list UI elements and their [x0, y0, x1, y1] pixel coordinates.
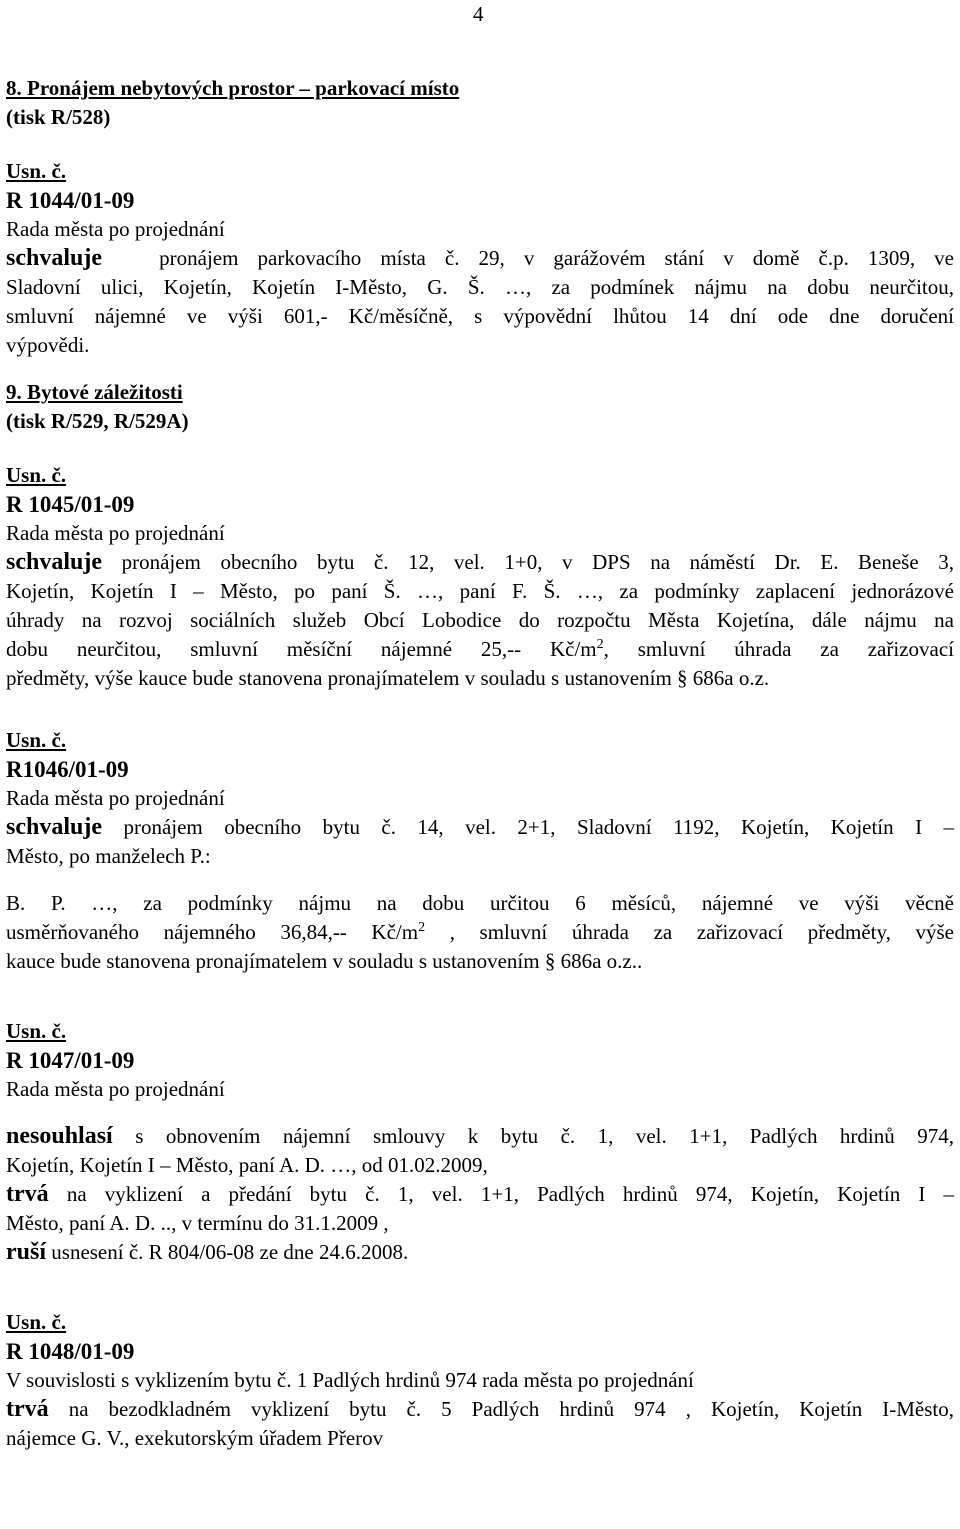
r1045-text-4b: , smluvní úhrada za zařizovací	[603, 637, 955, 661]
r1045-line-4	[6, 635, 954, 664]
r1045-number: R 1045/01-09	[6, 492, 135, 517]
r1046-rada: Rada města po projednání	[6, 786, 225, 810]
r1047-line-1	[6, 1122, 954, 1151]
section-9-heading: 9. Bytové záležitosti	[6, 380, 183, 404]
r1048-verb: trvá	[6, 1396, 49, 1422]
r1048-line-2	[6, 1395, 954, 1424]
r1047-text-5: usnesení č. R 804/06-08 ze dne 24.6.2008.	[51, 1240, 409, 1264]
r1047-number: R 1047/01-09	[6, 1048, 135, 1073]
r1044-rada: Rada města po projednání	[6, 217, 225, 241]
r1045-text-4a: dobu neurčitou, smluvní měsíční nájemné 25,-- Kč/m	[6, 637, 597, 661]
r1044-line-4: výpovědi.	[6, 333, 90, 357]
r1044-text-1: pronájem parkovacího místa č. 29, v garážovém stání v domě č.p. 1309, ve	[159, 246, 954, 270]
r1047-verb-2: trvá	[6, 1181, 49, 1207]
r1046-text-4a: usměrňovaného nájemného 36,84,-- Kč/m	[6, 920, 419, 944]
r1048-text-2: na bezodkladném vyklizení bytu č. 5 Padlých hrdinů 974 , Kojetín, Kojetín I-Město,	[68, 1397, 954, 1421]
r1044-usn-label: Usn. č.	[6, 159, 67, 183]
r1047-verb-3: ruší	[6, 1239, 47, 1265]
r1046-line-1	[6, 813, 954, 842]
section-8-tisk: (tisk R/528)	[6, 105, 111, 129]
r1045-line-5: předměty, výše kauce bude stanovena pronajímatelem v souladu s ustanovením § 686a o.z.	[6, 666, 770, 690]
r1047-rada: Rada města po projednání	[6, 1077, 225, 1101]
r1048-usn-label: Usn. č.	[6, 1310, 67, 1334]
r1048-line-1: V souvislosti s vyklizením bytu č. 1 Padlých hrdinů 974 rada města po projednání	[6, 1368, 694, 1392]
r1046-text-4b: , smluvní úhrada za zařizovací předměty, výše	[425, 920, 954, 944]
r1045-line-3: úhrady na rozvoj sociálních služeb Obcí Lobodice do rozpočtu Města Kojetína, dále nájmu na	[6, 608, 954, 632]
r1045-line-1	[6, 548, 954, 577]
r1046-usn-label: Usn. č.	[6, 728, 67, 752]
r1047-line-5	[6, 1238, 954, 1267]
r1044-number: R 1044/01-09	[6, 188, 135, 213]
r1047-line-2: Kojetín, Kojetín I – Město, paní A. D. …, od 01.02.2009,	[6, 1153, 488, 1177]
r1044-verb: schvaluje	[6, 245, 102, 271]
r1046-line-4	[6, 918, 954, 947]
r1045-text-1: pronájem obecního bytu č. 12, vel. 1+0, v DPS na náměstí Dr. E. Beneše 3,	[121, 550, 954, 574]
r1046-line-2: Město, po manželech P.:	[6, 844, 211, 868]
r1047-text-3: na vyklizení a předání bytu č. 1, vel. 1+1, Padlých hrdinů 974, Kojetín, Kojetín I –	[66, 1182, 954, 1206]
r1044-line-3: smluvní nájemné ve výši 601,- Kč/měsíčně, s výpovědní lhůtou 14 dní ode dne doručení	[6, 304, 954, 328]
r1045-rada: Rada města po projednání	[6, 521, 225, 545]
document-body	[6, 74, 954, 1453]
r1047-verb-1: nesouhlasí	[6, 1123, 113, 1149]
r1045-line-2: Kojetín, Kojetín I – Město, po paní Š. …, paní F. Š. …, za podmínky zaplacení jednorázové	[6, 579, 954, 603]
r1046-text-1: pronájem obecního bytu č. 14, vel. 2+1, Sladovní 1192, Kojetín, Kojetín I –	[123, 815, 955, 839]
r1047-line-4: Město, paní A. D. .., v termínu do 31.1.2009 ,	[6, 1211, 389, 1235]
page-number: 4	[473, 2, 484, 26]
r1047-text-1: s obnovením nájemní smlouvy k bytu č. 1, vel. 1+1, Padlých hrdinů 974,	[135, 1124, 954, 1148]
section-9-tisk: (tisk R/529, R/529A)	[6, 409, 189, 433]
section-8-heading: 8. Pronájem nebytových prostor – parkovací místo	[6, 76, 460, 100]
r1045-verb: schvaluje	[6, 549, 102, 575]
r1044-line-1	[6, 244, 954, 273]
r1047-usn-label: Usn. č.	[6, 1019, 67, 1043]
r1046-number: R1046/01-09	[6, 757, 129, 782]
r1045-sup: 2	[596, 637, 604, 652]
r1048-line-3: nájemce G. V., exekutorským úřadem Přerov	[6, 1426, 384, 1450]
r1046-sup: 2	[418, 920, 426, 935]
r1045-usn-label: Usn. č.	[6, 463, 67, 487]
r1046-line-5: kauce bude stanovena pronajímatelem v souladu s ustanovením § 686a o.z..	[6, 949, 643, 973]
r1048-number: R 1048/01-09	[6, 1339, 135, 1364]
r1047-line-3	[6, 1180, 954, 1209]
r1044-line-2: Sladovní ulici, Kojetín, Kojetín I-Město, G. Š. …, za podmínek nájmu na dobu neurčitou,	[6, 275, 954, 299]
r1046-verb: schvaluje	[6, 814, 102, 840]
r1046-line-3: B. P. …, za podmínky nájmu na dobu určitou 6 měsíců, nájemné ve výši věcně	[6, 891, 954, 915]
